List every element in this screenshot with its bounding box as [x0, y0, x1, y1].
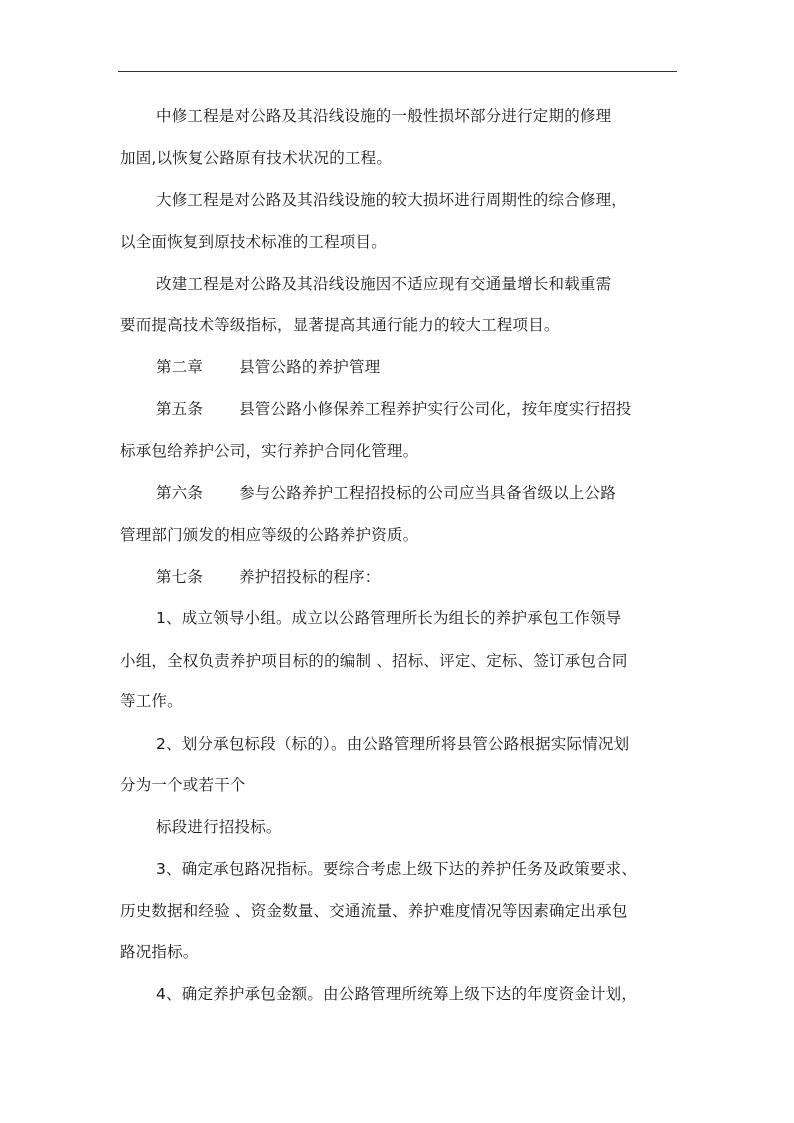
paragraph-line: 标承包给养护公司，实行养护合同化管理。 [120, 442, 419, 460]
article-text: 参与公路养护工程招投标的公司应当具备省级以上公路 [239, 484, 616, 502]
paragraph-line: 要而提高技术等级指标，显著提高其通行能力的较大工程项目。 [120, 316, 560, 334]
paragraph-line: 分为一个或若干个 [120, 776, 246, 794]
paragraph-line: 加固,以恢复公路原有技术状况的工程。 [120, 149, 393, 167]
paragraph-line: 小组，全权负责养护项目标的的编制 、招标、评定、定标、签订承包合同 [120, 652, 628, 670]
article-number: 第五条 [156, 400, 204, 418]
paragraph-line: 路况指标。 [120, 943, 199, 961]
paragraph-line: 历史数据和经验 、资金数量、交通流量、养护难度情况等因素确定出承包 [120, 902, 628, 920]
article-text: 县管公路小修保养工程养护实行公司化，按年度实行招投 [239, 400, 632, 418]
chapter-heading [156, 357, 380, 377]
header-rule [118, 71, 677, 72]
article-line [156, 399, 632, 419]
article-number: 第六条 [156, 484, 204, 502]
paragraph-line: 标段进行招投标。 [156, 818, 282, 836]
paragraph-line: 以全面恢复到原技术标准的工程项目。 [120, 233, 387, 251]
paragraph-line: 管理部门颁发的相应等级的公路养护资质。 [120, 526, 419, 544]
list-item-line: 3、确定承包路况指标。要综合考虑上级下达的养护任务及政策要求、 [156, 860, 638, 878]
chapter-title: 县管公路的养护管理 [239, 358, 381, 376]
article-line [156, 567, 380, 587]
paragraph-line: 改建工程是对公路及其沿线设施因不适应现有交通量增长和载重需 [156, 275, 612, 293]
list-item-line: 2、划分承包标段（标的）。由公路管理所将县管公路根据实际情况划 [156, 735, 630, 753]
chapter-number: 第二章 [156, 358, 204, 376]
list-item-line: 4、确定养护承包金额。由公路管理所统筹上级下达的年度资金计划， [156, 985, 638, 1003]
paragraph-line: 等工作。 [120, 692, 183, 710]
article-line [156, 483, 616, 503]
article-text: 养护招投标的程序： [239, 568, 381, 586]
article-number: 第七条 [156, 568, 204, 586]
paragraph-line: 大修工程是对公路及其沿线设施的较大损坏进行周期性的综合修理， [156, 191, 628, 209]
paragraph-line: 中修工程是对公路及其沿线设施的一般性损坏部分进行定期的修理 [156, 107, 612, 125]
list-item-line: 1、成立领导小组。成立以公路管理所长为组长的养护承包工作领导 [156, 609, 622, 627]
